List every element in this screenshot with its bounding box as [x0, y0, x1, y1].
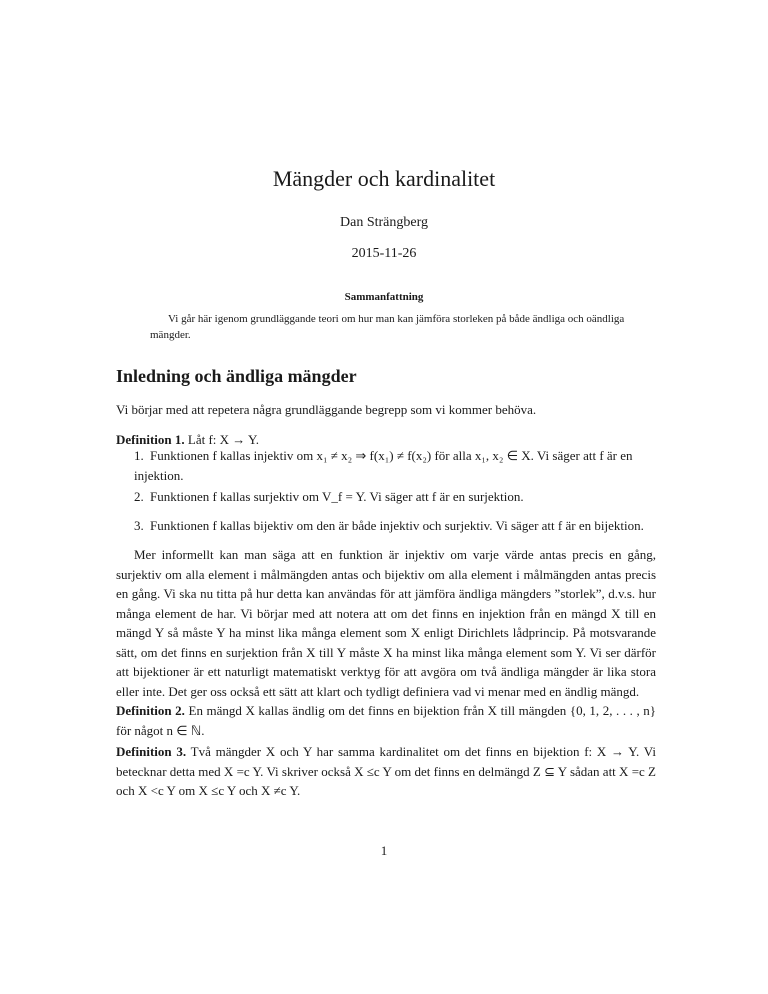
page-number: 1 [380, 843, 388, 858]
definition-2-label: Definition 2. [116, 703, 185, 718]
document-title: Mängder och kardinalitet [272, 166, 496, 191]
document-date: 2015-11-26 [351, 246, 417, 261]
definition-3 [116, 742, 656, 801]
section-heading: Inledning och ändliga mängder [116, 366, 357, 386]
definition-1-text: Låt f: X → Y. [187, 432, 260, 447]
definition-3-text: Två mängder X och Y har samma kardinalitet om det finns en bijektion f: X → Y. Vi betecknar detta med X =c Y. Vi skriver också X ≤c Y om det finns en delmängd Z ⊆ Y sådan att X =c Z och X <c Y om X ≤c Y och X ≠c Y. [116, 744, 656, 798]
definition-1-label: Definition 1. [116, 432, 185, 447]
definition-2 [116, 701, 656, 740]
abstract-text: Vi går här igenom grundläggande teori om hur man kan jämföra storleken på både ändliga och oändliga mängder. [150, 313, 625, 341]
document-author: Dan Strängberg [340, 215, 428, 230]
definition-2-text: En mängd X kallas ändlig om det finns en bijektion från X till mängden {0, 1, 2, . . . , n} för något n ∈ ℕ. [116, 703, 657, 738]
list-item-1-text: Funktionen f kallas injektiv om x₁ ≠ x₂ ⇒ f(x₁) ≠ f(x₂) för alla x₁, x₂ ∈ X. Vi säger att f är en injektion. [134, 448, 633, 483]
abstract-heading: Sammanfattning [344, 291, 424, 303]
body-paragraph: Mer informellt kan man säga att en funktion är injektiv om varje värde antas precis en gång, surjektiv om alla element i målmängden antas och bijektiv om alla element i målmängden antas precis en gång. Vi ska nu titta på hur detta kan användas för att jämföra ändliga mängders ”storlek”, d.v.s. hur många element de har. Vi börjar med att notera att om det finns en injektion från en mängd X till en mängd Y så måste Y ha minst lika många element som X enligt Dirichlets lådprincip. På motsvarande sätt, om det finns en surjektion från X till Y måste X ha minst lika många element som Y. Vi ser därför att bijektioner är ett naturligt matematiskt verktyg för att avgöra om två ändliga mängder är lika stora eller inte. Det ger oss också ett sätt att klart och tydligt definiera vad vi menar med en ändlig mängd. [116, 547, 656, 699]
list-item-3: 3. Funktionen f kallas bijektiv om den är både injektiv och surjektiv. Vi säger att f är en bijektion. [134, 518, 644, 533]
list-item-2: 2. Funktionen f kallas surjektiv om V_f = Y. Vi säger att f är en surjektion. [134, 489, 524, 504]
definition-3-label: Definition 3. [116, 744, 187, 759]
list-item-3-text: Funktionen f kallas bijektiv om den är både injektiv och surjektiv. Vi säger att f är en bijektion. [150, 518, 644, 533]
intro-paragraph: Vi börjar med att repetera några grundläggande begrepp som vi kommer behöva. [116, 402, 537, 417]
list-item-2-text: Funktionen f kallas surjektiv om V_f = Y. Vi säger att f är en surjektion. [150, 489, 524, 504]
list-item-1: 1. Funktionen f kallas injektiv om x₁ ≠ x₂ ⇒ f(x₁) ≠ f(x₂) för alla x₁, x₂ ∈ X. Vi säger att f är en injektion. [134, 448, 633, 483]
